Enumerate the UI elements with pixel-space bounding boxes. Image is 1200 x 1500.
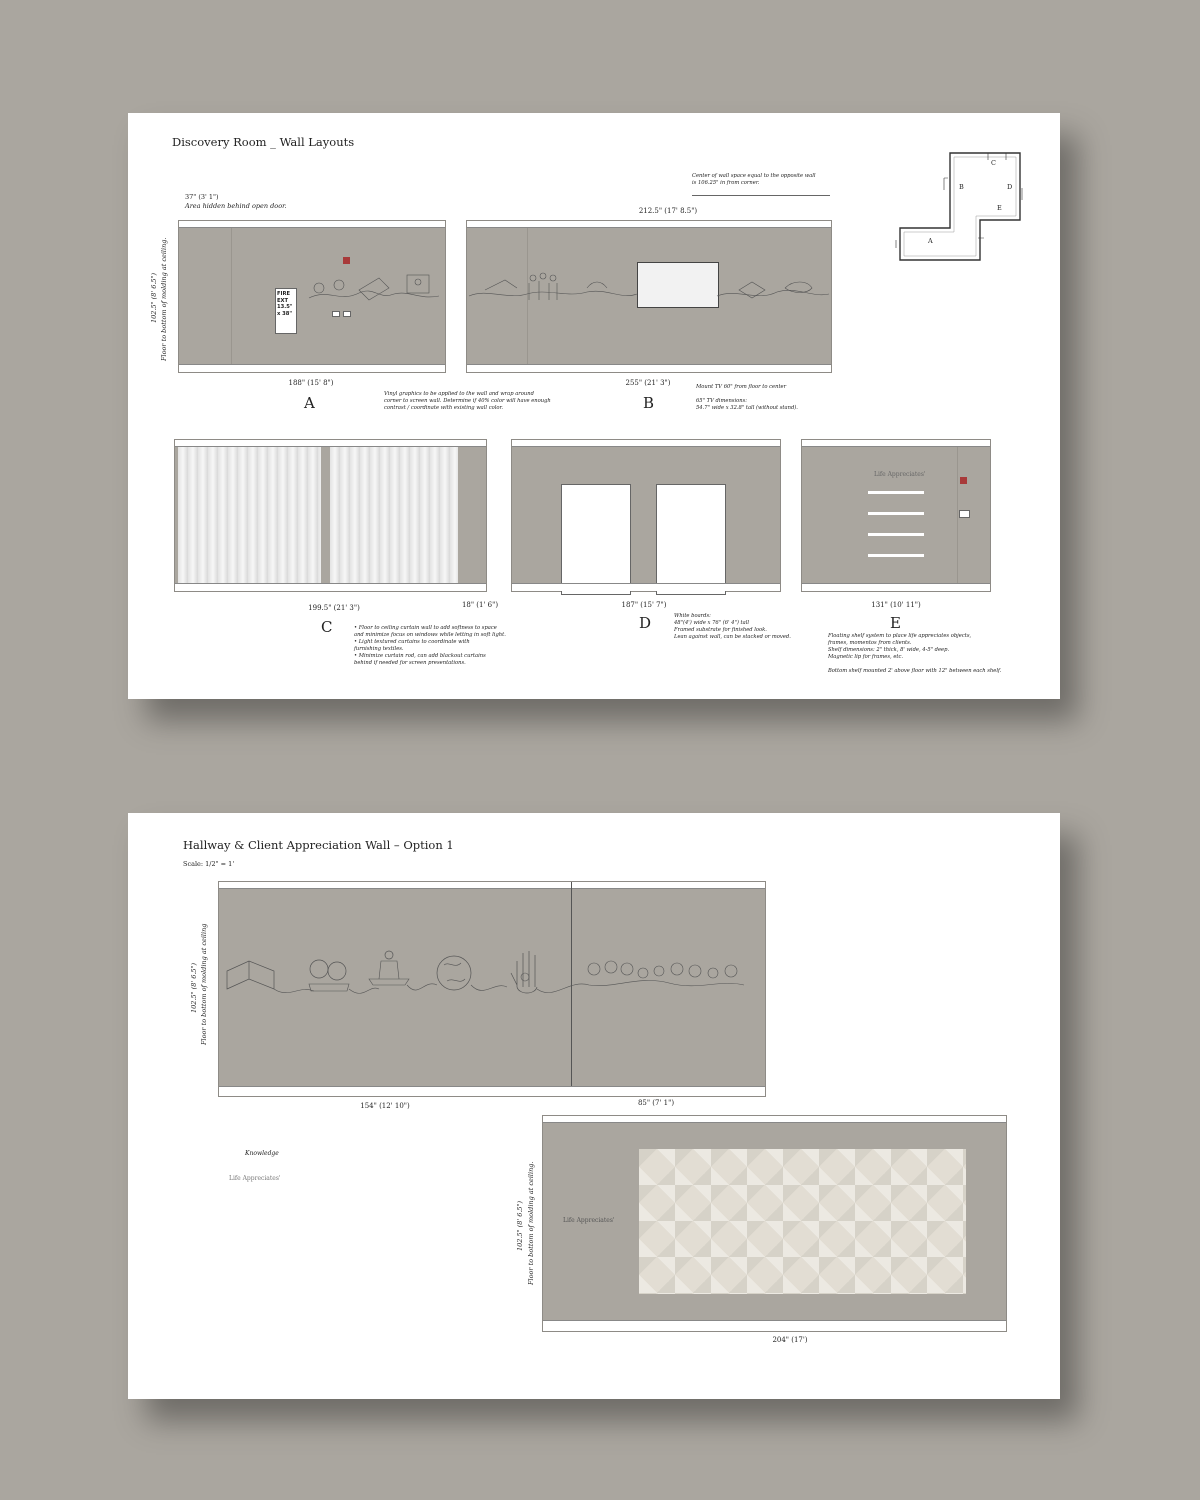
floor-plan-label-c: C xyxy=(991,159,996,167)
wall-c-surface xyxy=(175,447,486,583)
wall-b-top-dim: 212.5" (17' 8.5") xyxy=(638,207,698,215)
whiteboard-left xyxy=(561,484,631,595)
floor-plan xyxy=(888,148,1038,273)
client-wall-height-note: Floor to bottom of molding at ceiling. xyxy=(527,1161,535,1285)
client-wall-width-dim: 204" (17') xyxy=(772,1336,808,1344)
discovery-room-sheet xyxy=(128,113,1060,699)
wall-e-elevation xyxy=(801,439,991,592)
line-art-graphic xyxy=(179,228,445,368)
wall-e-letter: E xyxy=(890,614,901,632)
sheet-title: Discovery Room _ Wall Layouts xyxy=(172,135,355,149)
curtain-left xyxy=(178,447,321,583)
hallway-surface xyxy=(219,889,765,1086)
wall-b-letter: B xyxy=(643,394,655,412)
fire-alarm-icon xyxy=(960,477,967,484)
hall-dim-left: 154" (12' 10") xyxy=(360,1102,410,1110)
wall-b-center-note: Center of wall space equal to the opposite wall is 106.25" in from corner. xyxy=(692,173,816,186)
wall-b-width-dim: 255" (21' 3") xyxy=(625,379,671,387)
wall-e-width-dim: 131" (10' 11") xyxy=(871,601,921,609)
wall-d-notes: White boards: 48"(4') wide x 76" (6' 4") tall Framed substrate for finished look. Lean against wall, can be stacked or moved. xyxy=(674,613,791,640)
whiteboard-right xyxy=(656,484,726,595)
wall-e-surface xyxy=(802,447,990,583)
wall-a-top-note: Area hidden behind open door. xyxy=(185,202,287,210)
wall-a-letter: A xyxy=(304,394,315,412)
hallway-sheet xyxy=(128,813,1060,1399)
floating-shelf xyxy=(868,512,924,515)
wall-a-height-dim: 102.5" (8' 6.5") xyxy=(150,272,158,323)
wall-b-surface xyxy=(467,228,831,364)
tile-panel xyxy=(639,1149,966,1294)
wall-e-notes: Floating shelf system to place life appreciates objects, frames, momentos from clients. Shelf dimensions: 2" thick, 8' wide, 4-5" deep. Magnetic lip for frames, etc. Bottom shelf mounted 2' above floor with 12" between each shelf. xyxy=(828,633,1002,674)
light-switch-icon xyxy=(959,510,970,518)
client-wall-height-dim: 102.5" (8' 6.5") xyxy=(516,1200,524,1251)
line-art-graphic xyxy=(467,228,831,368)
fire-extinguisher-box: FIRE EXT 13.5" x 38" xyxy=(275,288,297,334)
wall-d-letter: D xyxy=(639,614,652,632)
hall-height-dim: 102.5" (8' 6.5") xyxy=(190,962,198,1013)
floor-plan-label-d: D xyxy=(1007,183,1013,191)
wall-d-elevation xyxy=(511,439,781,592)
wall-c-letter: C xyxy=(321,618,333,636)
client-wall-surface xyxy=(543,1123,1006,1320)
hall-height-note: Floor to bottom of molding at ceiling xyxy=(200,923,208,1045)
wall-b-tv-note: Mount TV 60" from floor to center 65" TV dimensions: 54.7" wide x 32.8" tall (without stand). xyxy=(696,384,798,411)
knowledge-label: Knowledge xyxy=(245,1150,279,1157)
floating-shelf xyxy=(868,533,924,536)
wall-c-notes: • Floor to ceiling curtain wall to add softness to space and minimize focus on windows while letting in soft light. • Light textured curtains to coordinate with furnishing textiles. • Minimize curtain rod, can add blackout curtains behind if needed for screen presentations. xyxy=(354,625,506,666)
wall-a-top-dim: 37" (3' 1") xyxy=(185,193,219,201)
wall-c-side-dim: 18" (1' 6") xyxy=(461,601,499,609)
vinyl-note: Vinyl graphics to be applied to the wall and wrap around corner to screen wall. Determine if 40% color will have enough contrast / coordinate with existing wall color. xyxy=(384,391,551,411)
wall-a-height-note: Floor to bottom of molding at ceiling. xyxy=(160,237,168,361)
wall-a-width-dim: 188" (15' 8") xyxy=(288,379,334,387)
floating-shelf xyxy=(868,491,924,494)
center-dim-line xyxy=(692,195,830,196)
floor-plan-label-b: B xyxy=(959,183,964,191)
hall-dim-right: 85" (7' 1") xyxy=(637,1099,675,1107)
wall-d-surface xyxy=(512,447,780,583)
floor-plan-label-e: E xyxy=(997,204,1002,212)
scale-label: Scale: 1/2" = 1' xyxy=(183,860,235,868)
wall-c-width-dim: 199.5" (21' 3") xyxy=(308,604,360,612)
client-wall-elevation xyxy=(542,1115,1007,1332)
client-wall-brand: Life Appreciates' xyxy=(563,1217,615,1224)
wall-d-width-dim: 187" (15' 7") xyxy=(621,601,667,609)
sheet-title: Hallway & Client Appreciation Wall – Option 1 xyxy=(183,838,454,852)
wall-c-elevation xyxy=(174,439,487,592)
floor-plan-label-a: A xyxy=(928,237,933,245)
floating-shelf xyxy=(868,554,924,557)
wall-a-elevation xyxy=(178,220,446,373)
curtain-right xyxy=(330,447,458,583)
wall-b-elevation xyxy=(466,220,832,373)
wall-a-surface xyxy=(179,228,445,364)
line-art-graphic xyxy=(219,889,765,1089)
wall-e-brand: Life Appreciates' xyxy=(874,471,926,478)
hallway-elevation xyxy=(218,881,766,1097)
brand-label: Life Appreciates' xyxy=(229,1175,281,1182)
